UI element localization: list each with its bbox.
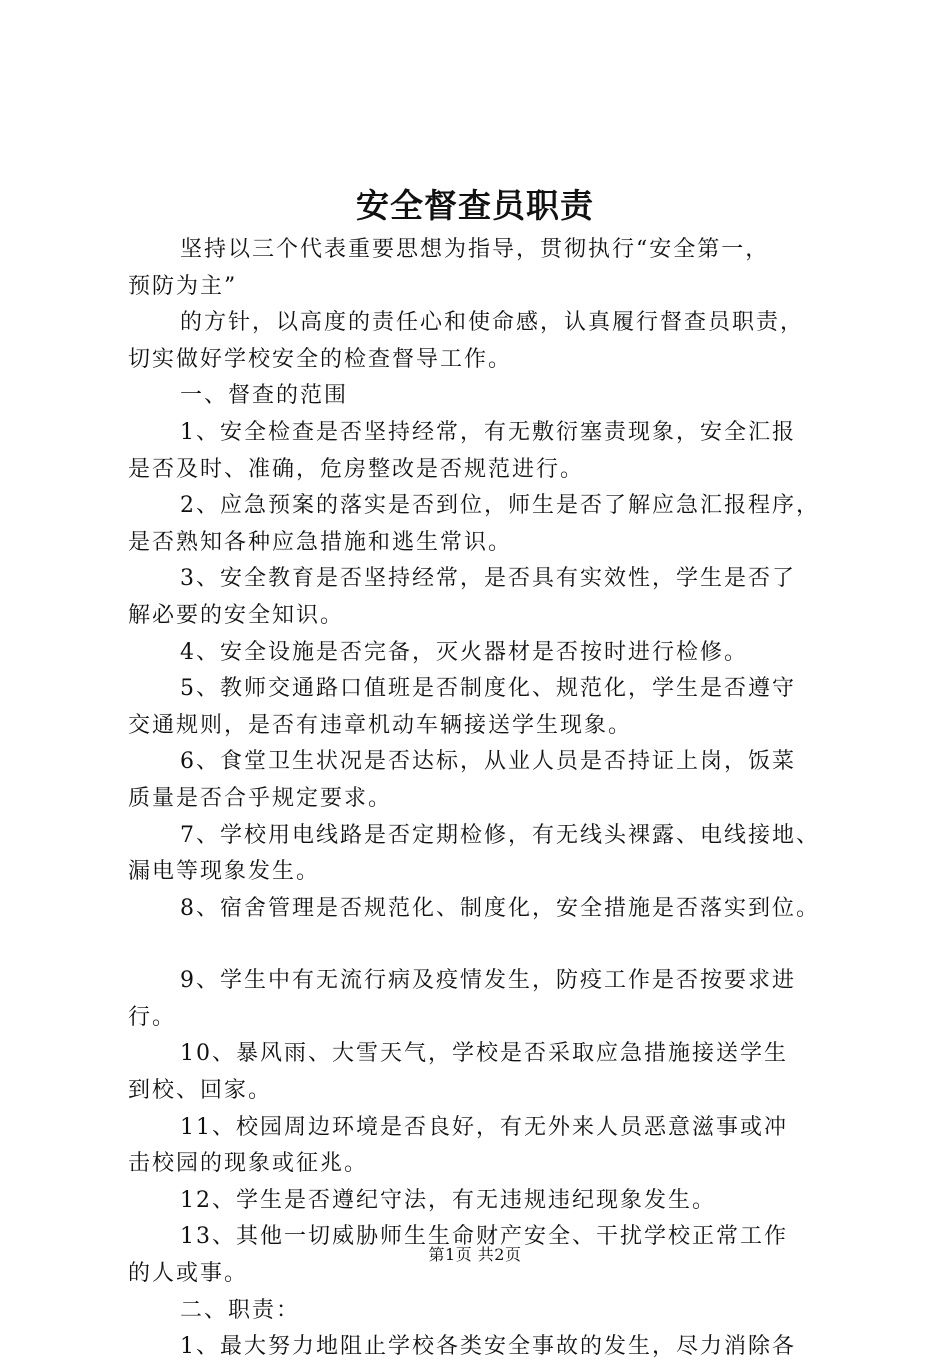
list-item-line: 13、其他一切威胁师生生命财产安全、干扰学校正常工作 <box>180 1224 788 1250</box>
list-item-line: 的人或事。 <box>128 1261 249 1287</box>
list-item-line: 质量是否合乎规定要求。 <box>128 785 393 811</box>
section-heading: 一、督查的范围 <box>180 383 349 409</box>
page-footer: 第1页 共2页 <box>428 1245 522 1264</box>
paragraph-line: 坚持以三个代表重要思想为指导，贯彻执行“安全第一， <box>180 237 770 262</box>
list-item-line: 1、安全检查是否坚持经常，有无敷衍塞责现象，安全汇报 <box>180 419 796 445</box>
list-item-line: 是否熟知各种应急措施和逃生常识。 <box>128 529 513 555</box>
list-item-line: 9、学生中有无流行病及疫情发生，防疫工作是否按要求进 <box>180 968 796 994</box>
list-item-line: 解必要的安全知识。 <box>128 602 345 628</box>
paragraph-line: 切实做好学校安全的检查督导工作。 <box>128 346 513 372</box>
list-item-line: 11、校园周边环境是否良好，有无外来人员恶意滋事或冲 <box>180 1114 788 1140</box>
list-item-line: 到校、回家。 <box>128 1078 273 1104</box>
list-item-line: 10、暴风雨、大雪天气，学校是否采取应急措施接送学生 <box>180 1041 788 1067</box>
list-item-line: 5、教师交通路口值班是否制度化、规范化，学生是否遵守 <box>180 676 796 702</box>
list-item-line: 6、食堂卫生状况是否达标，从业人员是否持证上岗，饭菜 <box>180 749 796 775</box>
list-item-line: 是否及时、准确，危房整改是否规范进行。 <box>128 456 585 482</box>
list-item-line: 3、安全教育是否坚持经常，是否具有实效性，学生是否了 <box>180 566 796 592</box>
paragraph-line: 的方针，以高度的责任心和使命感，认真履行督查员职责， <box>180 310 805 336</box>
list-item-line: 8、宿舍管理是否规范化、制度化，安全措施是否落实到位。 <box>180 895 820 921</box>
document-title: 安全督查员职责 <box>356 186 594 225</box>
list-item-line: 12、学生是否遵纪守法，有无违规违纪现象发生。 <box>180 1187 716 1213</box>
list-item-line: 7、学校用电线路是否定期检修，有无线头裸露、电线接地、 <box>180 822 820 848</box>
list-item-line: 行。 <box>128 1004 177 1030</box>
section-heading: 二、职责： <box>180 1297 301 1323</box>
list-item-line: 交通规则，是否有违章机动车辆接送学生现象。 <box>128 712 633 738</box>
paragraph-line: 预防为主” <box>128 273 238 299</box>
list-item-line: 4、安全设施是否完备，灭火器材是否按时进行检修。 <box>180 639 748 665</box>
list-item-line: 1、最大努力地阻止学校各类安全事故的发生，尽力消除各 <box>180 1334 796 1360</box>
blank-line <box>128 927 850 963</box>
document-body <box>128 232 850 1366</box>
list-item-line: 漏电等现象发生。 <box>128 859 321 885</box>
list-item-line: 击校园的现象或征兆。 <box>128 1151 369 1177</box>
list-item-line: 2、应急预案的落实是否到位，师生是否了解应急汇报程序， <box>180 493 820 519</box>
